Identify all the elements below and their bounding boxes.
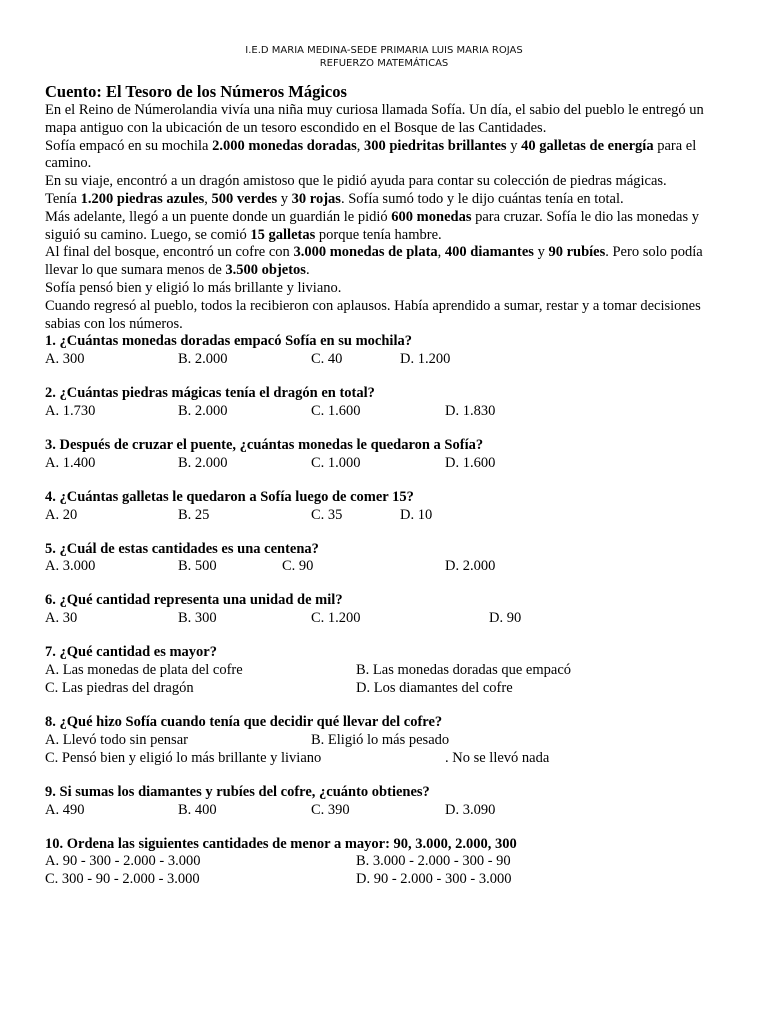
- answer-option[interactable]: B. 2.000: [178, 402, 228, 419]
- answer-options-row: [45, 853, 735, 871]
- question-2: 2. ¿Cuántas piedras mágicas tenía el dragón en total?: [45, 385, 375, 402]
- answer-options-row: [45, 507, 735, 525]
- answer-option[interactable]: A. Las monedas de plata del cofre: [45, 661, 243, 678]
- answer-option[interactable]: B. 500: [178, 558, 217, 575]
- answer-option[interactable]: D. 3.090: [445, 801, 496, 818]
- story-paragraph-3: En su viaje, encontró a un dragón amistoso que le pidió ayuda para contar su colección de piedras mágicas.: [45, 173, 667, 190]
- question-6: 6. ¿Qué cantidad representa una unidad de mil?: [45, 592, 343, 609]
- answer-option[interactable]: B. 300: [178, 610, 217, 627]
- answer-option[interactable]: C. Las piedras del dragón: [45, 679, 194, 696]
- answer-option[interactable]: C. Pensó bien y eligió lo más brillante y liviano: [45, 749, 322, 766]
- answer-options-row: [45, 558, 735, 576]
- answer-options-row: [45, 351, 735, 369]
- story-paragraph-5: Más adelante, llegó a un puente donde un guardián le pidió 600 monedas para cruzar. Sofía le dio las monedas y siguió su camino. Luego, se comió 15 galletas porque tenía hambre.: [45, 208, 699, 243]
- question-10: 10. Ordena las siguientes cantidades de menor a mayor: 90, 3.000, 2.000, 300: [45, 835, 517, 852]
- answer-option[interactable]: D. 1.600: [445, 454, 496, 471]
- question-8: 8. ¿Qué hizo Sofía cuando tenía que decidir qué llevar del cofre?: [45, 713, 443, 730]
- answer-option[interactable]: A. 90 - 300 - 2.000 - 3.000: [45, 853, 201, 870]
- answer-options-row: [45, 662, 735, 680]
- subject-header: REFUERZO MATEMÁTICAS: [319, 58, 449, 69]
- answer-option[interactable]: C. 35: [311, 506, 343, 523]
- answer-option[interactable]: D. 2.000: [445, 558, 496, 575]
- answer-option[interactable]: D. Los diamantes del cofre: [356, 679, 513, 696]
- answer-option[interactable]: A. 20: [45, 506, 78, 523]
- question-1: 1. ¿Cuántas monedas doradas empacó Sofía en su mochila?: [45, 333, 412, 350]
- question-9: 9. Si sumas los diamantes y rubíes del cofre, ¿cuánto obtienes?: [45, 783, 430, 800]
- answer-option[interactable]: B. 2.000: [178, 351, 228, 368]
- answer-options-row: [45, 750, 735, 768]
- answer-option[interactable]: A. 30: [45, 610, 78, 627]
- story-title: Cuento: El Tesoro de los Números Mágicos: [45, 82, 347, 101]
- answer-option[interactable]: C. 40: [311, 351, 343, 368]
- answer-option[interactable]: B. 2.000: [178, 454, 228, 471]
- story-paragraph-7: Sofía pensó bien y eligió lo más brillante y liviano.: [45, 279, 342, 296]
- answer-option[interactable]: D. 1.830: [445, 402, 496, 419]
- story-paragraph-2: Sofía empacó en su mochila 2.000 monedas doradas, 300 piedritas brillantes y 40 galletas de energía para el camino.: [45, 137, 697, 172]
- answer-option[interactable]: D. 90: [489, 610, 522, 627]
- question-5: 5. ¿Cuál de estas cantidades es una centena?: [45, 540, 319, 557]
- answer-option[interactable]: C. 390: [311, 801, 350, 818]
- answer-option[interactable]: D. 90 - 2.000 - 300 - 3.000: [356, 871, 512, 888]
- answer-option[interactable]: B. 400: [178, 801, 217, 818]
- answer-option[interactable]: B. Eligió lo más pesado: [311, 731, 450, 748]
- answer-option[interactable]: C. 1.200: [311, 610, 361, 627]
- answer-options-row: [45, 680, 735, 698]
- question-7: 7. ¿Qué cantidad es mayor?: [45, 644, 217, 661]
- question-4: 4. ¿Cuántas galletas le quedaron a Sofía luego de comer 15?: [45, 488, 414, 505]
- story-paragraph-6: Al final del bosque, encontró un cofre con 3.000 monedas de plata, 400 diamantes y 90 rubíes. Pero solo podía llevar lo que sumara menos de 3.500 objetos.: [45, 244, 703, 279]
- answer-options-row: [45, 610, 735, 628]
- answer-options-row: [45, 802, 735, 820]
- answer-option[interactable]: A. 3.000: [45, 558, 96, 575]
- school-header: I.E.D MARIA MEDINA-SEDE PRIMARIA LUIS MARIA ROJAS: [245, 45, 523, 56]
- answer-options-row: [45, 403, 735, 421]
- story-paragraph-8: Cuando regresó al pueblo, todos la recibieron con aplausos. Había aprendido a sumar, restar y a tomar decisiones sabias con los números.: [45, 297, 701, 332]
- answer-option[interactable]: C. 1.000: [311, 454, 361, 471]
- answer-option[interactable]: D. 1.200: [400, 351, 451, 368]
- answer-option[interactable]: A. 300: [45, 351, 85, 368]
- answer-option[interactable]: D. 10: [400, 506, 433, 523]
- answer-option[interactable]: C. 300 - 90 - 2.000 - 3.000: [45, 871, 200, 888]
- answer-option[interactable]: A. 1.730: [45, 402, 96, 419]
- story-paragraph-1: En el Reino de Númerolandia vivía una niña muy curiosa llamada Sofía. Un día, el sabio del pueblo le entregó un mapa antiguo con la ubicación de un tesoro escondido en el Bosque de las Cantidades.: [45, 102, 704, 136]
- story-paragraph-4: Tenía 1.200 piedras azules, 500 verdes y 30 rojas. Sofía sumó todo y le dijo cuántas tenía en total.: [45, 190, 624, 207]
- question-3: 3. Después de cruzar el puente, ¿cuántas monedas le quedaron a Sofía?: [45, 436, 484, 453]
- answer-option[interactable]: C. 1.600: [311, 402, 361, 419]
- answer-option[interactable]: B. 25: [178, 506, 210, 523]
- answer-options-row: [45, 455, 735, 473]
- document-body: [45, 82, 735, 889]
- answer-option[interactable]: A. 1.400: [45, 454, 96, 471]
- answer-options-row: [45, 732, 735, 750]
- answer-option[interactable]: C. 90: [282, 558, 314, 575]
- answer-option[interactable]: A. Llevó todo sin pensar: [45, 731, 188, 748]
- questions-section: [45, 333, 735, 889]
- answer-option[interactable]: A. 490: [45, 801, 85, 818]
- answer-option[interactable]: . No se llevó nada: [445, 749, 550, 766]
- answer-option[interactable]: B. Las monedas doradas que empacó: [356, 661, 572, 678]
- answer-option[interactable]: B. 3.000 - 2.000 - 300 - 90: [356, 853, 511, 870]
- answer-options-row: [45, 871, 735, 889]
